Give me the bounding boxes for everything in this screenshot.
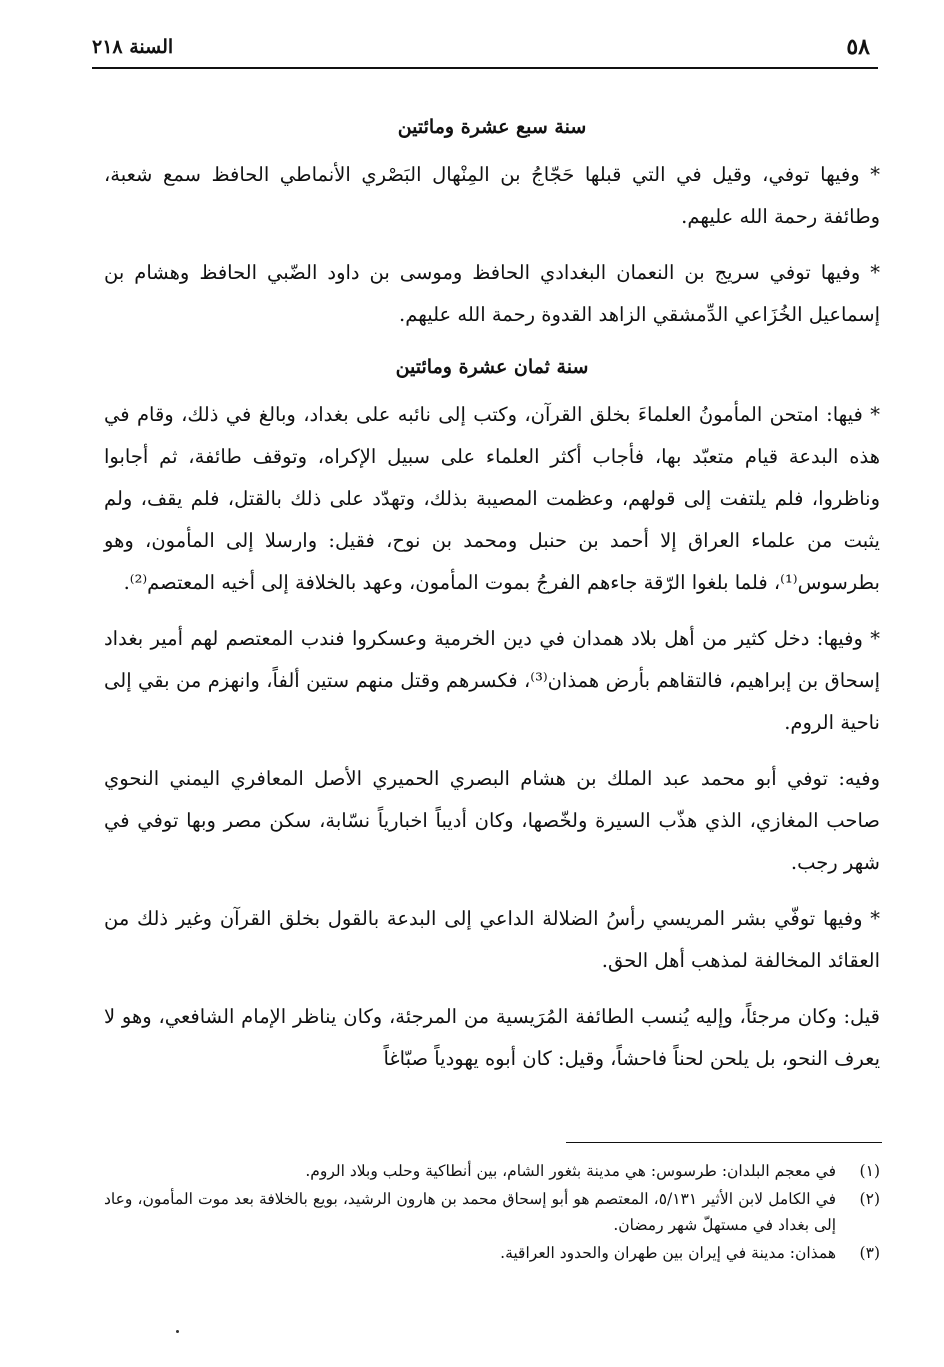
footnote-marker: (٣) [859, 1244, 880, 1262]
paragraph: * وفيها توفي، وقيل في التي قبلها حَجّاجُ بن المِنْهال البَصْري الأنماطي الحافظ سمع شعبة، وطائفة رحمة الله عليهم. [104, 163, 880, 228]
footnote [104, 1158, 880, 1184]
paragraph: * وفيها توفي سريج بن النعمان البغدادي الحافظ وموسى بن داود الضّبي الحافظ وهشام بن إسماعيل الخُزَاعي الدِّمشقي الزاهد القدوة رحمة الله عليهم. [104, 261, 880, 326]
page-number: ٥٨ [846, 34, 870, 60]
footnote-marker: (١) [859, 1162, 880, 1180]
paragraph: قيل: وكان مرجئاً، وإليه يُنسب الطائفة المُرَيسية من المرجئة، وكان يناظر الإمام الشافعي، وهو لا يعرف النحو، بل يلحن لحناً فاحشاً، وقيل: كان أبوه يهودياً صبّاغاً [104, 1005, 880, 1070]
footnote-separator [566, 1142, 882, 1143]
footnote [104, 1186, 880, 1238]
main-text [104, 110, 880, 1094]
paragraph: وفيه: توفي أبو محمد عبد الملك بن هشام البصري الحميري الأصل المعافري اليمني النحوي صاحب المغازي، الذي هذّب السيرة ولخّصها، وكان أديباً اخبارياً نسّابة، سكن مصر وبها توفي في شهر رجب. [104, 767, 880, 874]
paragraph: * وفيها توفّي بشر المريسي رأسُ الضلالة الداعي إلى البدعة بالقول بخلق القرآن وغير ذلك من العقائد المخالفة لمذهب أهل الحق. [104, 907, 880, 972]
section-heading: سنة ثمان عشرة ومائتين [395, 356, 589, 378]
running-title: السنة ٢١٨ [92, 36, 174, 58]
footnote-text: همذان: مدينة في إيران بين طهران والحدود العراقية. [500, 1244, 836, 1262]
footnotes [104, 1158, 880, 1268]
footnote [104, 1240, 880, 1266]
header-rule [92, 67, 878, 69]
footnote-text: في الكامل لابن الأثير ٥/١٣١، المعتصم هو أبو إسحاق محمد بن هارون الرشيد، بويع بالخلافة بعد موت المأمون، وعاد إلى بغداد في مستهلّ شهر رمضان. [104, 1190, 836, 1234]
scan-speck [176, 1330, 179, 1333]
paragraph: * فيها: امتحن المأمونُ العلماءَ بخلق القرآن، وكتب إلى نائبه على بغداد، وبالغ في ذلك، وقام في هذه البدعة قيام متعبّد بها، فأجاب أكثر العلماء على سبيل الإكراه، وتوقف طائفة، ثم أجابوا وناظروا، فلم يلتفت إلى قولهم، وعظمت المصيبة بذلك، وتهدّد على ذلك بالقتل، فلم يقف، ولم يثبت من علماء العراق إلا أحمد بن حنبل ومحمد بن نوح، فقيل: وارسلا إلى المأمون، وهو بطرسوس⁽¹⁾، فلما بلغوا الرّقة جاءهم الفرجُ بموت المأمون، وعهد بالخلافة إلى أخيه المعتصم⁽²⁾. [104, 403, 880, 594]
section-heading: سنة سبع عشرة ومائتين [397, 116, 587, 138]
paragraph: * وفيها: دخل كثير من أهل بلاد همدان في دين الخرمية وعسكروا فندب المعتصم لهم أمير بغداد إسحاق بن إبراهيم، فالتقاهم بأرض همذان⁽³⁾، فكسرهم وقتل منهم ستين ألفاً، وانهزم من بقي إلى ناحية الروم. [104, 627, 881, 734]
footnote-marker: (٢) [859, 1190, 880, 1208]
page-header [92, 30, 878, 66]
footnote-text: في معجم البلدان: طرسوس: هي مدينة بثغور الشام، بين أنطاكية وحلب وبلاد الروم. [305, 1162, 836, 1180]
